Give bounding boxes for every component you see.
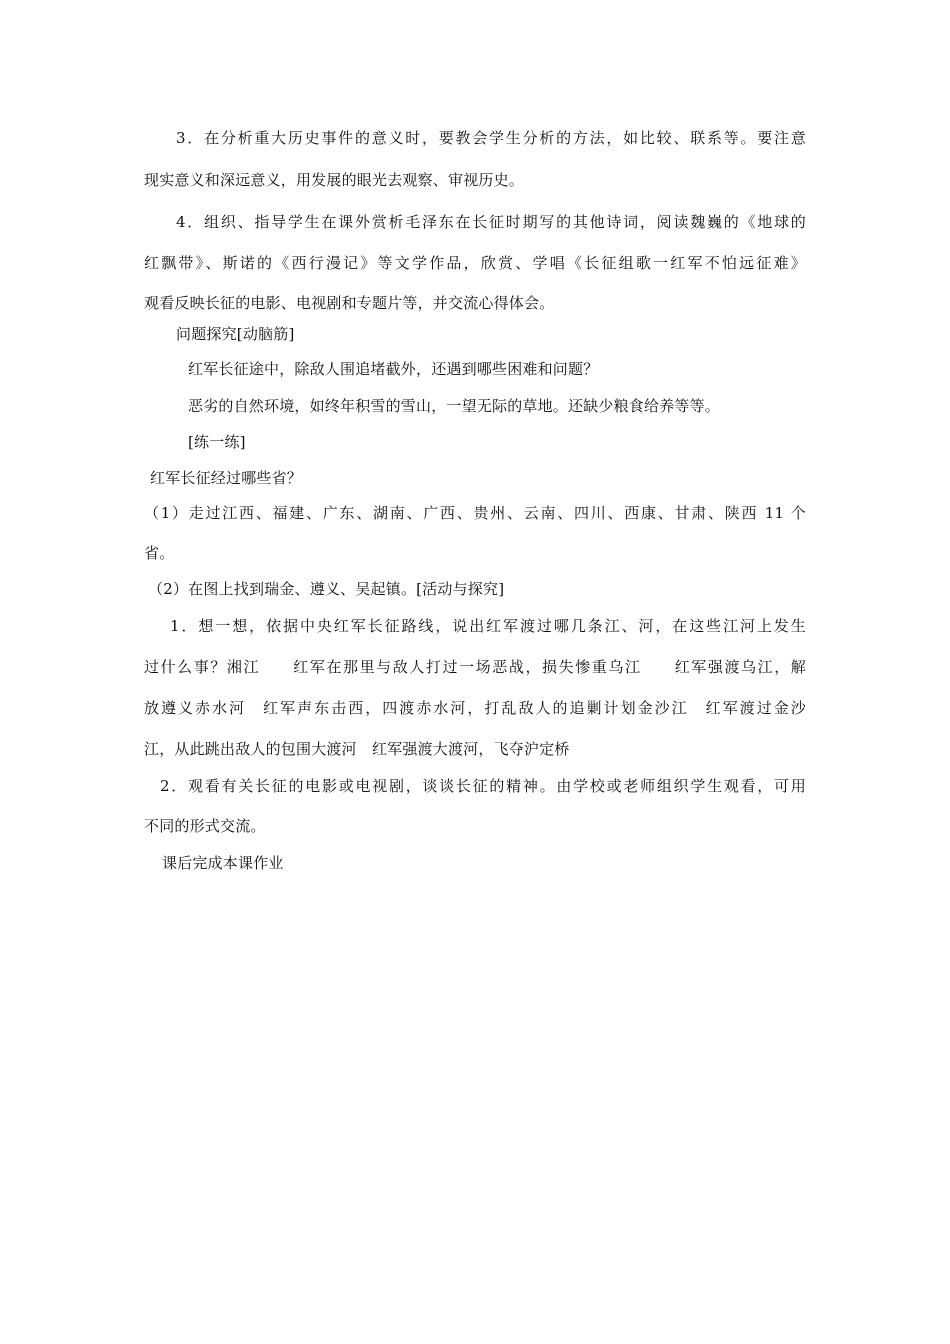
paragraph-4-line-3: 观看反映长征的电影、电视剧和专题片等，并交流心得体会。 — [144, 294, 555, 312]
paragraph-3-line-1: 3．在分析重大历史事件的意义时，要教会学生分析的方法，如比较、联系等。要注意 — [176, 129, 806, 147]
inquiry-question: 红军长征途中，除敌人围追堵截外，还遇到哪些困难和问题？ — [188, 360, 599, 378]
practice-question: 红军长征经过哪些省？ — [150, 469, 303, 487]
section-heading-inquiry: 问题探究[动脑筋] — [176, 325, 295, 343]
paragraph-3-line-2: 现实意义和深远意义，用发展的眼光去观察、审视历史。 — [144, 171, 525, 189]
practice-answer-1-line-1: （1）走过江西、福建、广东、湖南、广西、贵州、云南、四川、西康、甘肃、陕西 11 个 — [144, 504, 806, 522]
practice-answer-1-line-2: 省。 — [144, 544, 175, 562]
activity-1-line-2: 过什么事？湘江 红军在那里与敌人打过一场恶战，损失惨重乌江 红军强渡乌江，解 — [144, 658, 806, 676]
paragraph-4-line-1: 4．组织、指导学生在课外赏析毛泽东在长征时期写的其他诗词，阅读魏巍的《地球的 — [176, 213, 806, 231]
activity-1-line-1: 1．想一想，依据中央红军长征路线，说出红军渡过哪几条江、河，在这些江河上发生 — [170, 617, 806, 635]
inquiry-answer: 恶劣的自然环境，如终年积雪的雪山，一望无际的草地。还缺少粮食给养等等。 — [188, 397, 721, 415]
section-heading-practice: [练一练] — [188, 433, 246, 451]
homework-note: 课后完成本课作业 — [162, 854, 284, 872]
activity-2-line-2: 不同的形式交流。 — [144, 817, 266, 835]
activity-1-line-4: 江，从此跳出敌人的包围大渡河 红军强渡大渡河，飞夺沪定桥 — [144, 740, 570, 758]
practice-answer-2: （2）在图上找到瑞金、遵义、吴起镇。[活动与探究] — [148, 580, 505, 598]
paragraph-4-line-2: 红飘带》、斯诺的《西行漫记》等文学作品，欣赏、学唱《长征组歌一红军不怕远征难》 — [144, 254, 806, 272]
activity-2-line-1: 2．观看有关长征的电影或电视剧，谈谈长征的精神。由学校或老师组织学生观看，可用 — [160, 777, 806, 795]
activity-1-line-3: 放遵义赤水河 红军声东击西，四渡赤水河，打乱敌人的追剿计划金沙江 红军渡过金沙 — [144, 699, 806, 717]
